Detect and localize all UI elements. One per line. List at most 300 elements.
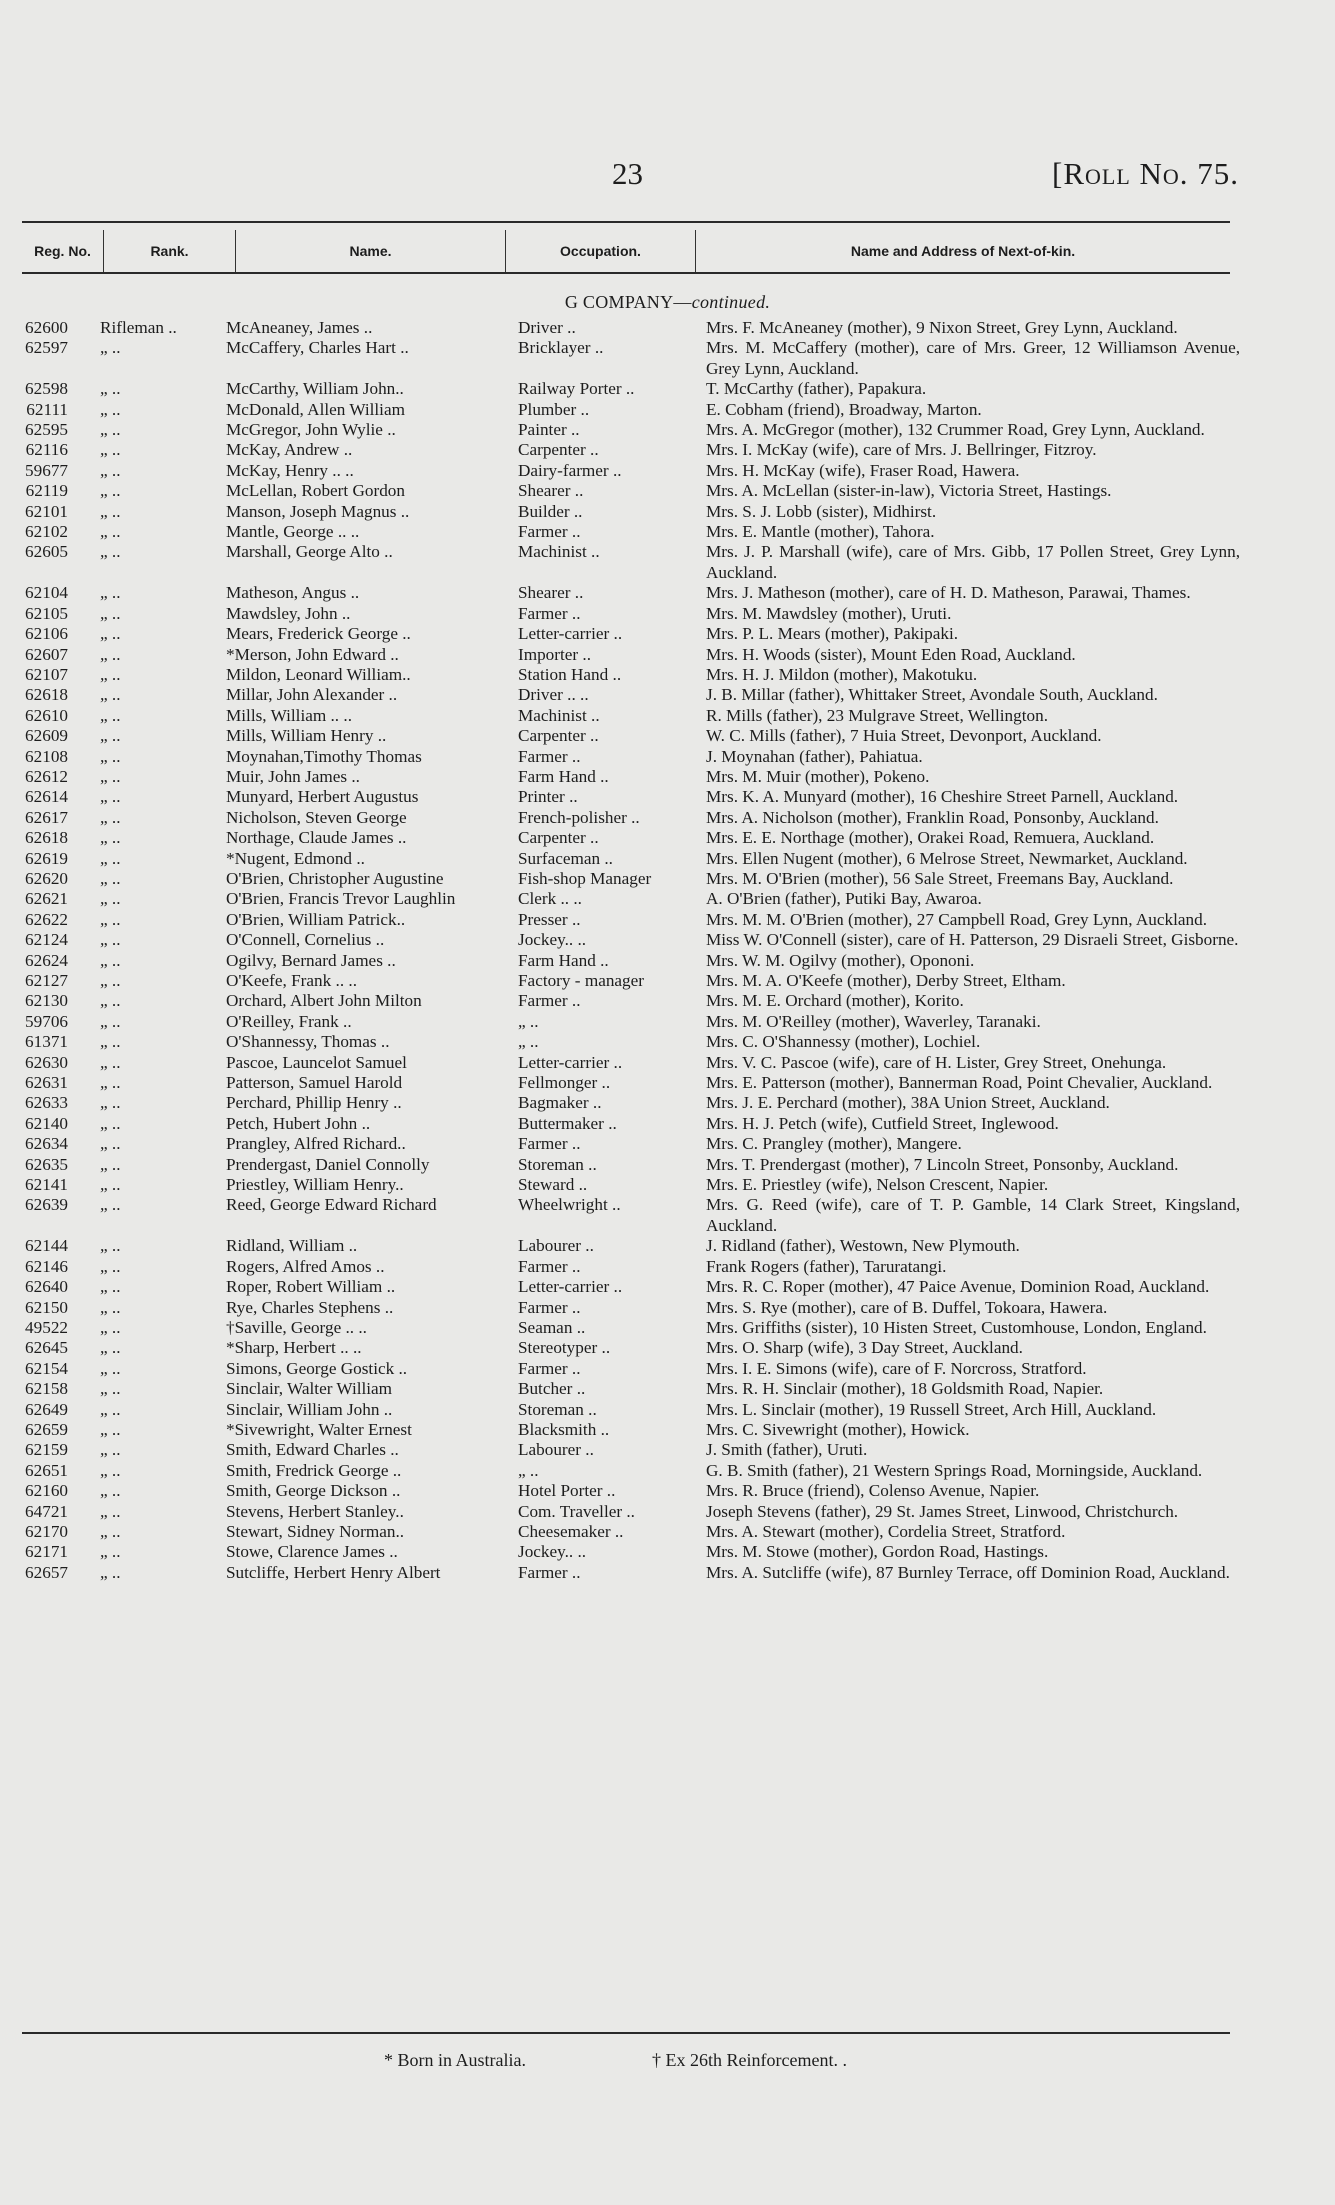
- occupation-cell: Factory - manager: [518, 971, 644, 990]
- reg-no-cell: 49522: [25, 1317, 68, 1337]
- occupation-cell: Builder ..: [518, 501, 583, 521]
- name-cell: Prangley, Alfred Richard..: [226, 1134, 406, 1154]
- name-cell: Nicholson, Steven George: [226, 807, 407, 827]
- name-cell: *Merson, John Edward ..: [226, 644, 399, 664]
- next-of-kin-cell: Mrs. M. Stowe (mother), Gordon Road, Hastings.: [706, 1542, 1049, 1562]
- name-cell: Perchard, Phillip Henry ..: [226, 1093, 402, 1113]
- occupation-cell: Wheelwright ..: [518, 1195, 621, 1215]
- occupation-cell: Railway Porter ..: [518, 379, 635, 399]
- reg-no-cell: 62597: [25, 338, 68, 358]
- column-header-name: Name.: [236, 230, 506, 272]
- name-cell: Mears, Frederick George ..: [226, 624, 411, 644]
- name-cell: Petch, Hubert John ..: [226, 1113, 371, 1133]
- reg-no-cell: 62124: [25, 930, 68, 950]
- next-of-kin-cell: Mrs. H. J. Petch (wife), Cutfield Street, Inglewood.: [706, 1113, 1059, 1133]
- occupation-cell: Stereotyper ..: [518, 1338, 611, 1358]
- rank-cell: „ ..: [100, 705, 121, 725]
- name-cell: O'Brien, Francis Trevor Laughlin: [226, 889, 456, 909]
- rank-cell: „ ..: [100, 726, 121, 746]
- rank-cell: „ ..: [100, 338, 121, 358]
- reg-no-cell: 62621: [25, 889, 68, 909]
- rank-cell: „ ..: [100, 1358, 121, 1378]
- rank-cell: „ ..: [100, 522, 121, 542]
- table-row: [0, 1053, 1335, 1073]
- rank-cell: „ ..: [100, 644, 121, 664]
- table-row: [0, 665, 1335, 685]
- name-cell: Prendergast, Daniel Connolly: [226, 1154, 430, 1174]
- occupation-cell: Importer ..: [518, 644, 592, 664]
- rank-cell: „ ..: [100, 889, 121, 909]
- reg-no-cell: 62106: [25, 624, 68, 644]
- occupation-cell: Fellmonger ..: [518, 1073, 611, 1093]
- rank-cell: „ ..: [100, 1256, 121, 1276]
- occupation-cell: Surfaceman ..: [518, 848, 613, 868]
- table-row: [0, 685, 1335, 705]
- table-row: [0, 951, 1335, 971]
- rank-cell: Rifleman ..: [100, 318, 177, 337]
- rank-cell: „ ..: [100, 1460, 121, 1480]
- reg-no-cell: 62633: [25, 1093, 68, 1113]
- name-cell: Ogilvy, Bernard James ..: [226, 950, 396, 970]
- reg-no-cell: 62649: [25, 1399, 68, 1419]
- rank-cell: „ ..: [100, 1113, 121, 1133]
- reg-no-cell: 62141: [25, 1175, 68, 1195]
- next-of-kin-cell: Mrs. H. J. Mildon (mother), Makotuku.: [706, 664, 978, 684]
- occupation-cell: Driver ..: [518, 318, 576, 337]
- table-row: [0, 1338, 1335, 1358]
- table-row: [0, 1175, 1335, 1195]
- occupation-cell: French-polisher ..: [518, 807, 640, 827]
- occupation-cell: Fish-shop Manager: [518, 868, 652, 888]
- next-of-kin-cell: Mrs. I. E. Simons (wife), care of F. Norcross, Stratford.: [706, 1358, 1087, 1378]
- rank-cell: „ ..: [100, 1521, 121, 1541]
- rank-cell: „ ..: [100, 1073, 121, 1093]
- occupation-cell: Steward ..: [518, 1175, 588, 1195]
- name-cell: O'Shannessy, Thomas ..: [226, 1032, 390, 1052]
- occupation-cell: Machinist ..: [518, 705, 600, 725]
- occupation-cell: Farmer ..: [518, 522, 581, 542]
- table-row: [0, 1012, 1335, 1032]
- table-row: [0, 583, 1335, 603]
- rank-cell: „ ..: [100, 1236, 121, 1256]
- next-of-kin-cell: Mrs. I. McKay (wife), care of Mrs. J. Bellringer, Fitzroy.: [706, 440, 1097, 460]
- occupation-cell: Seaman ..: [518, 1317, 586, 1337]
- table-row: [0, 1563, 1335, 1583]
- table-row: [0, 542, 1335, 583]
- next-of-kin-cell: J. Ridland (father), Westown, New Plymouth.: [706, 1236, 1020, 1256]
- reg-no-cell: 62607: [25, 644, 68, 664]
- table-row: [0, 420, 1335, 440]
- reg-no-cell: 62105: [25, 603, 68, 623]
- reg-no-cell: 62639: [25, 1195, 68, 1215]
- reg-no-cell: 62102: [25, 522, 68, 542]
- next-of-kin-cell: Mrs. L. Sinclair (mother), 19 Russell Street, Arch Hill, Auckland.: [706, 1399, 1157, 1419]
- next-of-kin-cell: Mrs. M. Muir (mother), Pokeno.: [706, 766, 930, 786]
- next-of-kin-cell: Mrs. E. E. Northage (mother), Orakei Road, Remuera, Auckland.: [706, 828, 1155, 848]
- next-of-kin-cell: Mrs. Griffiths (sister), 10 Histen Street, Customhouse, London, England.: [706, 1317, 1207, 1337]
- table-row: [0, 624, 1335, 644]
- rank-cell: „ ..: [100, 787, 121, 807]
- next-of-kin-cell: Mrs. R. H. Sinclair (mother), 18 Goldsmith Road, Napier.: [706, 1379, 1104, 1399]
- name-cell: Rye, Charles Stephens ..: [226, 1297, 394, 1317]
- column-header-occupation: Occupation.: [506, 230, 696, 272]
- next-of-kin-cell: A. O'Brien (father), Putiki Bay, Awaroa.: [706, 889, 982, 909]
- next-of-kin-cell: Mrs. H. McKay (wife), Fraser Road, Hawera.: [706, 460, 1020, 480]
- table-row: [0, 1379, 1335, 1399]
- name-cell: Sutcliffe, Herbert Henry Albert: [226, 1562, 441, 1582]
- occupation-cell: Com. Traveller ..: [518, 1501, 635, 1521]
- footnote-born-australia: * Born in Australia.: [384, 2050, 526, 2070]
- occupation-cell: Farmer ..: [518, 1256, 581, 1276]
- occupation-cell: Labourer ..: [518, 1236, 594, 1256]
- reg-no-cell: 62595: [25, 420, 68, 440]
- next-of-kin-cell: Mrs. M. M. O'Brien (mother), 27 Campbell Road, Grey Lynn, Auckland.: [706, 909, 1207, 929]
- name-cell: McDonald, Allen William: [226, 399, 405, 419]
- rank-cell: „ ..: [100, 1277, 121, 1297]
- name-cell: †Saville, George .. ..: [226, 1317, 367, 1337]
- next-of-kin-cell: T. McCarthy (father), Papakura.: [706, 379, 927, 399]
- table-row: [0, 400, 1335, 420]
- next-of-kin-cell: J. B. Millar (father), Whittaker Street, Avondale South, Auckland.: [706, 685, 1158, 705]
- rank-cell: „ ..: [100, 542, 121, 562]
- name-cell: *Sivewright, Walter Ernest: [226, 1419, 412, 1439]
- occupation-cell: Presser ..: [518, 909, 581, 929]
- reg-no-cell: 62605: [25, 542, 68, 562]
- name-cell: O'Connell, Cornelius ..: [226, 930, 385, 950]
- table-row: [0, 461, 1335, 481]
- name-cell: Simons, George Gostick ..: [226, 1358, 408, 1378]
- column-header-rank: Rank.: [104, 230, 236, 272]
- table-row: [0, 1420, 1335, 1440]
- next-of-kin-cell: Mrs. M. A. O'Keefe (mother), Derby Street, Eltham.: [706, 971, 1066, 990]
- occupation-cell: Labourer ..: [518, 1440, 594, 1460]
- next-of-kin-cell: Mrs. S. Rye (mother), care of B. Duffel, Tokoara, Hawera.: [706, 1297, 1108, 1317]
- next-of-kin-cell: Mrs. R. C. Roper (mother), 47 Paice Avenue, Dominion Road, Auckland.: [706, 1277, 1210, 1297]
- table-row: [0, 502, 1335, 522]
- next-of-kin-cell: Mrs. M. O'Brien (mother), 56 Sale Street, Freemans Bay, Auckland.: [706, 868, 1174, 888]
- name-cell: Moynahan,Timothy Thomas: [226, 746, 422, 766]
- rank-cell: „ ..: [100, 848, 121, 868]
- name-cell: Smith, George Dickson ..: [226, 1481, 401, 1501]
- next-of-kin-cell: Mrs. C. Prangley (mother), Mangere.: [706, 1134, 962, 1154]
- occupation-cell: Bricklayer ..: [518, 338, 604, 358]
- table-row: [0, 1236, 1335, 1256]
- table-row: [0, 706, 1335, 726]
- rank-cell: „ ..: [100, 1440, 121, 1460]
- rank-cell: „ ..: [100, 460, 121, 480]
- rank-cell: „ ..: [100, 746, 121, 766]
- table-row: [0, 604, 1335, 624]
- roll-number: [Roll No. 75.: [1052, 156, 1240, 191]
- page-header: [0, 150, 1335, 200]
- next-of-kin-cell: Joseph Stevens (father), 29 St. James Street, Linwood, Christchurch.: [706, 1501, 1179, 1521]
- table-row: [0, 828, 1335, 848]
- section-company: G COMPANY—: [564, 292, 692, 312]
- rank-cell: „ ..: [100, 1419, 121, 1439]
- table-row: [0, 726, 1335, 746]
- table-row: [0, 1073, 1335, 1093]
- occupation-cell: Shearer ..: [518, 481, 584, 501]
- table-row: [0, 1318, 1335, 1338]
- occupation-cell: Farm Hand ..: [518, 766, 609, 786]
- rank-cell: „ ..: [100, 379, 121, 399]
- rank-cell: „ ..: [100, 1399, 121, 1419]
- next-of-kin-cell: Mrs. Ellen Nugent (mother), 6 Melrose Street, Newmarket, Auckland.: [706, 848, 1188, 868]
- name-cell: Muir, John James ..: [226, 766, 360, 786]
- next-of-kin-cell: Mrs. R. Bruce (friend), Colenso Avenue, Napier.: [706, 1481, 1040, 1501]
- top-rule: [22, 221, 1230, 223]
- table-row: [0, 1277, 1335, 1297]
- rank-cell: „ ..: [100, 991, 121, 1011]
- reg-no-cell: 62144: [25, 1236, 68, 1256]
- reg-no-cell: 62108: [25, 746, 68, 766]
- table-row: [0, 808, 1335, 828]
- occupation-cell: Clerk .. ..: [518, 889, 582, 909]
- reg-no-cell: 62619: [25, 848, 68, 868]
- next-of-kin-cell: Mrs. G. Reed (wife), care of T. P. Gamble, 14 Clark Street, Kingsland, Auckland.: [706, 1195, 1240, 1235]
- reg-no-cell: 62101: [25, 501, 68, 521]
- next-of-kin-cell: W. C. Mills (father), 7 Huia Street, Devonport, Auckland.: [706, 726, 1102, 746]
- table-row: [0, 747, 1335, 767]
- reg-no-cell: 62130: [25, 991, 68, 1011]
- name-cell: Smith, Fredrick George ..: [226, 1460, 402, 1480]
- next-of-kin-cell: Mrs. A. Nicholson (mother), Franklin Road, Ponsonby, Auckland.: [706, 807, 1159, 827]
- reg-no-cell: 62609: [25, 726, 68, 746]
- next-of-kin-cell: Mrs. M. McCaffery (mother), care of Mrs. Greer, 12 Williamson Avenue, Grey Lynn, Auckland.: [706, 338, 1240, 378]
- name-cell: McLellan, Robert Gordon: [226, 481, 405, 501]
- table-row: [0, 1440, 1335, 1460]
- occupation-cell: Farmer ..: [518, 1358, 581, 1378]
- name-cell: Reed, George Edward Richard: [226, 1195, 437, 1215]
- footnote-ex-26th: † Ex 26th Reinforcement. .: [652, 2050, 847, 2070]
- name-cell: Sinclair, William John ..: [226, 1399, 393, 1419]
- name-cell: Stewart, Sidney Norman..: [226, 1521, 405, 1541]
- table-row: [0, 971, 1335, 991]
- reg-no-cell: 59677: [25, 460, 68, 480]
- next-of-kin-cell: G. B. Smith (father), 21 Western Springs Road, Morningside, Auckland.: [706, 1460, 1203, 1480]
- rank-cell: „ ..: [100, 399, 121, 419]
- next-of-kin-cell: Mrs. W. M. Ogilvy (mother), Opononi.: [706, 950, 975, 970]
- table-row: [0, 1400, 1335, 1420]
- rank-cell: „ ..: [100, 807, 121, 827]
- next-of-kin-cell: Mrs. J. Matheson (mother), care of H. D. Matheson, Parawai, Thames.: [706, 583, 1191, 603]
- table-row: [0, 787, 1335, 807]
- occupation-cell: „ ..: [518, 1460, 539, 1480]
- next-of-kin-cell: Mrs. J. P. Marshall (wife), care of Mrs. Gibb, 17 Pollen Street, Grey Lynn, Auckland.: [706, 542, 1240, 582]
- rank-cell: „ ..: [100, 1338, 121, 1358]
- reg-no-cell: 62657: [25, 1562, 68, 1582]
- table-row: [0, 1298, 1335, 1318]
- rank-cell: „ ..: [100, 501, 121, 521]
- occupation-cell: Farmer ..: [518, 746, 581, 766]
- next-of-kin-cell: Mrs. E. Patterson (mother), Bannerman Road, Point Chevalier, Auckland.: [706, 1073, 1213, 1093]
- occupation-cell: Storeman ..: [518, 1154, 597, 1174]
- reg-no-cell: 62618: [25, 828, 68, 848]
- reg-no-cell: 62610: [25, 705, 68, 725]
- reg-no-cell: 62618: [25, 685, 68, 705]
- name-cell: Matheson, Angus ..: [226, 583, 360, 603]
- rank-cell: „ ..: [100, 1032, 121, 1052]
- name-cell: Mills, William Henry ..: [226, 726, 387, 746]
- table-row: [0, 645, 1335, 665]
- next-of-kin-cell: Mrs. J. E. Perchard (mother), 38A Union Street, Auckland.: [706, 1093, 1110, 1113]
- reg-no-cell: 62614: [25, 787, 68, 807]
- occupation-cell: Blacksmith ..: [518, 1419, 610, 1439]
- table-row: [0, 1257, 1335, 1277]
- reg-no-cell: 62612: [25, 766, 68, 786]
- table-row: [0, 1134, 1335, 1154]
- occupation-cell: Cheesemaker ..: [518, 1521, 624, 1541]
- rank-cell: „ ..: [100, 1154, 121, 1174]
- rank-cell: „ ..: [100, 1195, 121, 1215]
- reg-no-cell: 62600: [25, 318, 68, 337]
- table-row: [0, 910, 1335, 930]
- reg-no-cell: 62631: [25, 1073, 68, 1093]
- next-of-kin-cell: R. Mills (father), 23 Mulgrave Street, Wellington.: [706, 705, 1048, 725]
- name-cell: McCarthy, William John..: [226, 379, 404, 399]
- name-cell: Roper, Robert William ..: [226, 1277, 396, 1297]
- next-of-kin-cell: E. Cobham (friend), Broadway, Marton.: [706, 399, 982, 419]
- occupation-cell: Farm Hand ..: [518, 950, 609, 970]
- name-cell: Stevens, Herbert Stanley..: [226, 1501, 404, 1521]
- next-of-kin-cell: Mrs. M. Mawdsley (mother), Uruti.: [706, 603, 952, 623]
- name-cell: *Nugent, Edmond ..: [226, 848, 365, 868]
- reg-no-cell: 62171: [25, 1542, 68, 1562]
- table-row: [0, 1114, 1335, 1134]
- header-rule: [22, 272, 1230, 274]
- rank-cell: „ ..: [100, 1052, 121, 1072]
- reg-no-cell: 62640: [25, 1277, 68, 1297]
- reg-no-cell: 62635: [25, 1154, 68, 1174]
- occupation-cell: Letter-carrier ..: [518, 1052, 623, 1072]
- name-cell: McGregor, John Wylie ..: [226, 420, 396, 440]
- occupation-cell: Buttermaker ..: [518, 1113, 617, 1133]
- rank-cell: „ ..: [100, 868, 121, 888]
- name-cell: McKay, Henry .. ..: [226, 460, 354, 480]
- name-cell: Smith, Edward Charles ..: [226, 1440, 399, 1460]
- occupation-cell: „ ..: [518, 1032, 539, 1052]
- occupation-cell: Dairy-farmer ..: [518, 460, 622, 480]
- footnotes: [0, 2050, 1335, 2076]
- page-number: 23: [612, 156, 643, 191]
- occupation-cell: Printer ..: [518, 787, 578, 807]
- rank-cell: „ ..: [100, 828, 121, 848]
- table-row: [0, 930, 1335, 950]
- next-of-kin-cell: Mrs. E. Mantle (mother), Tahora.: [706, 522, 935, 542]
- column-header-next-of-kin: Name and Address of Next-of-kin.: [850, 243, 1076, 259]
- name-cell: Mildon, Leonard William..: [226, 664, 411, 684]
- rank-cell: „ ..: [100, 1093, 121, 1113]
- rank-cell: „ ..: [100, 971, 121, 990]
- name-cell: Rogers, Alfred Amos ..: [226, 1256, 385, 1276]
- next-of-kin-cell: Mrs. M. O'Reilley (mother), Waverley, Taranaki.: [706, 1011, 1041, 1031]
- name-cell: Mantle, George .. ..: [226, 522, 360, 542]
- occupation-cell: Jockey.. ..: [518, 1542, 587, 1562]
- reg-no-cell: 62111: [26, 399, 68, 419]
- reg-no-cell: 62630: [25, 1052, 68, 1072]
- occupation-cell: Carpenter ..: [518, 726, 599, 746]
- occupation-cell: Storeman ..: [518, 1399, 597, 1419]
- next-of-kin-cell: J. Moynahan (father), Pahiatua.: [706, 746, 923, 766]
- rank-cell: „ ..: [100, 624, 121, 644]
- table-row: [0, 338, 1335, 379]
- table-row: [0, 849, 1335, 869]
- next-of-kin-cell: Mrs. H. Woods (sister), Mount Eden Road, Auckland.: [706, 644, 1076, 664]
- table-row: [0, 1195, 1335, 1236]
- name-cell: Sinclair, Walter William: [226, 1379, 393, 1399]
- reg-no-cell: 59706: [25, 1011, 68, 1031]
- section-continued: continued.: [691, 292, 771, 312]
- reg-no-cell: 62651: [25, 1460, 68, 1480]
- rank-cell: „ ..: [100, 1011, 121, 1031]
- rank-cell: „ ..: [100, 1562, 121, 1582]
- reg-no-cell: 62158: [25, 1379, 68, 1399]
- occupation-cell: „ ..: [518, 1011, 539, 1031]
- table-row: [0, 481, 1335, 501]
- reg-no-cell: 62617: [25, 807, 68, 827]
- table-row: [0, 1155, 1335, 1175]
- name-cell: Millar, John Alexander ..: [226, 685, 398, 705]
- reg-no-cell: 62150: [25, 1297, 68, 1317]
- occupation-cell: Farmer ..: [518, 1297, 581, 1317]
- reg-no-cell: 62170: [25, 1521, 68, 1541]
- next-of-kin-cell: Mrs. K. A. Munyard (mother), 16 Cheshire Street Parnell, Auckland.: [706, 787, 1179, 807]
- reg-no-cell: 62140: [25, 1113, 68, 1133]
- table-row: [0, 869, 1335, 889]
- reg-no-cell: 62154: [25, 1358, 68, 1378]
- name-cell: Northage, Claude James ..: [226, 828, 407, 848]
- table-row: [0, 1461, 1335, 1481]
- rank-cell: „ ..: [100, 1501, 121, 1521]
- rank-cell: „ ..: [100, 420, 121, 440]
- occupation-cell: Farmer ..: [518, 1134, 581, 1154]
- name-cell: Patterson, Samuel Harold: [226, 1073, 403, 1093]
- next-of-kin-cell: Mrs. C. O'Shannessy (mother), Lochiel.: [706, 1032, 981, 1052]
- reg-no-cell: 62645: [25, 1338, 68, 1358]
- reg-no-cell: 64721: [25, 1501, 68, 1521]
- reg-no-cell: 62107: [25, 664, 68, 684]
- name-cell: *Sharp, Herbert .. ..: [226, 1338, 362, 1358]
- next-of-kin-cell: Mrs. T. Prendergast (mother), 7 Lincoln Street, Ponsonby, Auckland.: [706, 1154, 1179, 1174]
- occupation-cell: Bagmaker ..: [518, 1093, 602, 1113]
- name-cell: Stowe, Clarence James ..: [226, 1542, 398, 1562]
- table-row: [0, 1502, 1335, 1522]
- table-row: [0, 1481, 1335, 1501]
- next-of-kin-cell: Mrs. E. Priestley (wife), Nelson Crescent, Napier.: [706, 1175, 1049, 1195]
- next-of-kin-cell: Mrs. P. L. Mears (mother), Pakipaki.: [706, 624, 959, 644]
- rank-cell: „ ..: [100, 909, 121, 929]
- occupation-cell: Letter-carrier ..: [518, 624, 623, 644]
- name-cell: McAneaney, James ..: [226, 318, 373, 337]
- reg-no-cell: 62119: [25, 481, 68, 501]
- reg-no-cell: 62659: [25, 1419, 68, 1439]
- name-cell: Marshall, George Alto ..: [226, 542, 393, 562]
- rank-cell: „ ..: [100, 664, 121, 684]
- name-cell: Manson, Joseph Magnus ..: [226, 501, 410, 521]
- table-row: [0, 440, 1335, 460]
- occupation-cell: Letter-carrier ..: [518, 1277, 623, 1297]
- next-of-kin-cell: Mrs. A. Sutcliffe (wife), 87 Burnley Terrace, off Dominion Road, Auckland.: [706, 1562, 1230, 1582]
- reg-no-cell: 62146: [25, 1256, 68, 1276]
- rank-cell: „ ..: [100, 440, 121, 460]
- table-row: [0, 1522, 1335, 1542]
- next-of-kin-cell: Mrs. V. C. Pascoe (wife), care of H. Lister, Grey Street, Onehunga.: [706, 1052, 1167, 1072]
- name-cell: Mills, William .. ..: [226, 705, 352, 725]
- next-of-kin-cell: Frank Rogers (father), Taruratangi.: [706, 1256, 947, 1276]
- table-row: [0, 1542, 1335, 1562]
- rank-cell: „ ..: [100, 1175, 121, 1195]
- occupation-cell: Hotel Porter ..: [518, 1481, 616, 1501]
